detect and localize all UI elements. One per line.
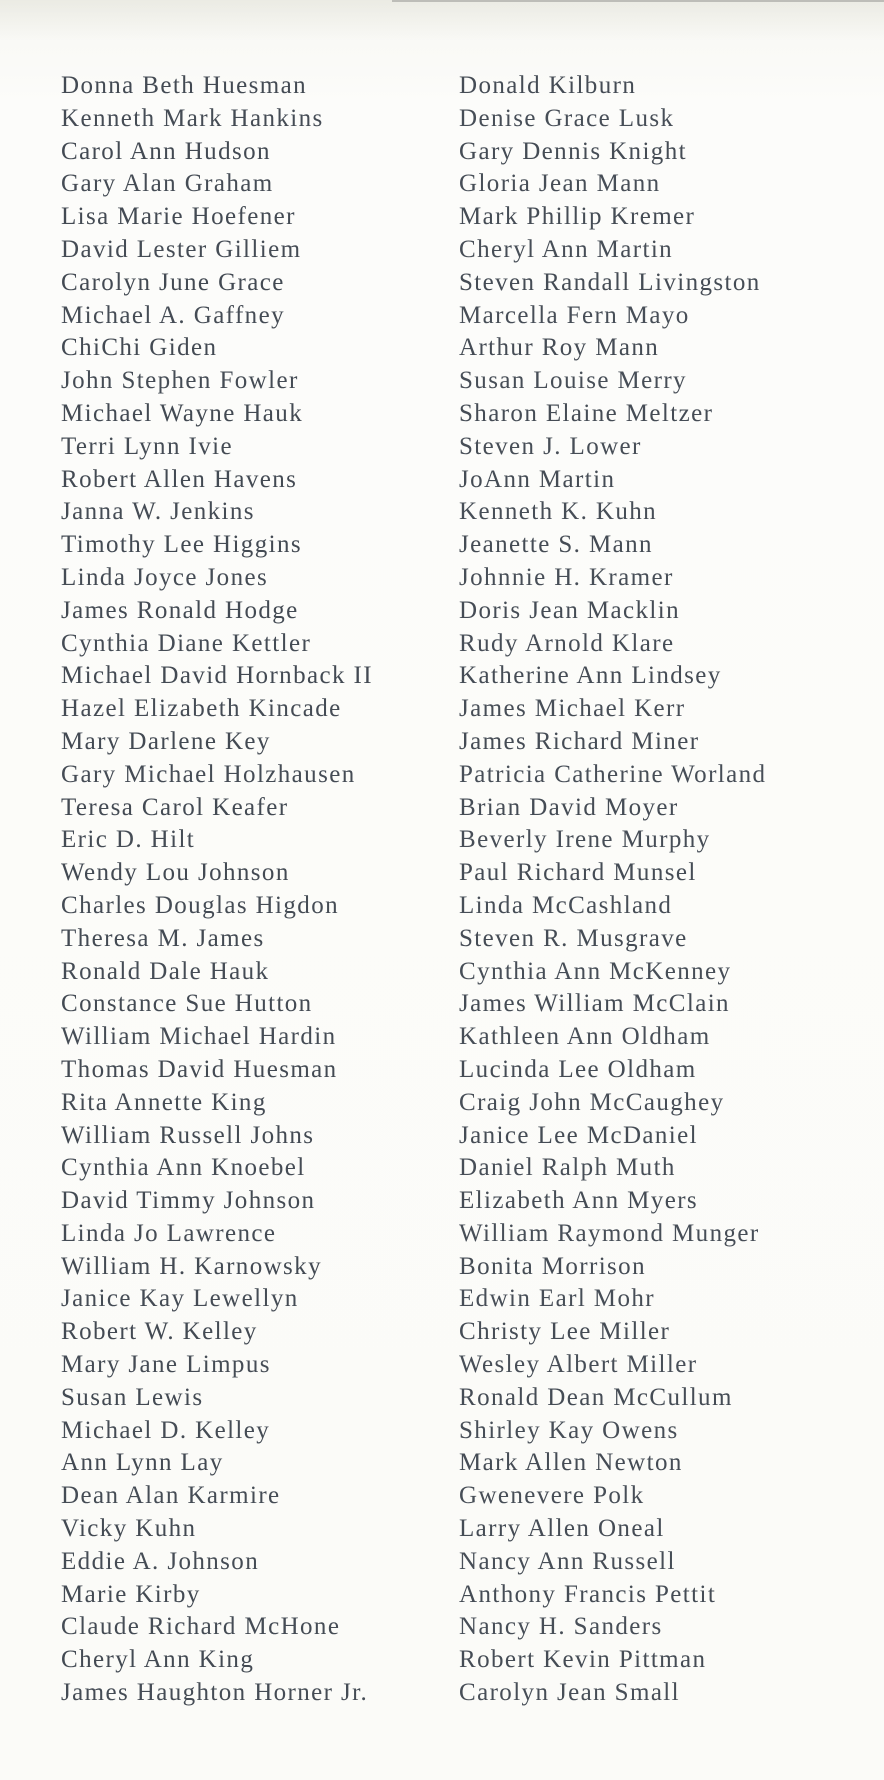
name-entry: Mary Jane Limpus [61,1351,271,1379]
name-entry: Edwin Earl Mohr [459,1285,655,1313]
name-entry: Doris Jean Macklin [459,596,680,624]
name-entry: Wesley Albert Miller [459,1351,698,1379]
name-entry: Shirley Kay Owens [459,1416,679,1444]
name-entry: Eric D. Hilt [61,826,196,854]
name-entry: Theresa M. James [61,924,265,952]
name-entry: Christy Lee Miller [459,1318,671,1346]
name-entry: Gary Michael Holzhausen [61,760,356,788]
name-entry: Steven Randall Livingston [459,268,761,296]
name-entry: Steven J. Lower [459,432,642,460]
names-column-left [61,70,441,1710]
names-column-right [459,70,859,1710]
name-entry: James William McClain [459,990,730,1018]
name-entry: Dean Alan Karmire [61,1482,281,1510]
name-entry: Cheryl Ann Martin [459,235,674,263]
name-entry: Gary Alan Graham [61,170,274,198]
name-entry: Constance Sue Hutton [61,990,313,1018]
name-entry: Linda Jo Lawrence [61,1219,277,1247]
name-entry: David Timmy Johnson [61,1187,316,1215]
name-entry: Rita Annette King [61,1088,267,1116]
name-entry: Katherine Ann Lindsey [459,662,722,690]
name-entry: Claude Richard McHone [61,1613,341,1641]
name-entry: Michael David Hornback II [61,662,373,690]
name-entry: Susan Louise Merry [459,367,687,395]
name-entry: Bonita Morrison [459,1252,646,1280]
name-entry: Gary Dennis Knight [459,137,687,165]
name-entry: Vicky Kuhn [61,1515,197,1543]
name-entry: Donald Kilburn [459,72,637,99]
name-entry: Nancy H. Sanders [459,1613,663,1641]
name-entry: Larry Allen Oneal [459,1515,665,1543]
name-entry: Lucinda Lee Oldham [459,1055,697,1083]
name-entry: Carolyn Jean Small [459,1679,681,1707]
name-entry: Eddie A. Johnson [61,1547,260,1575]
top-divider-line [392,0,884,2]
name-entry: Paul Richard Munsel [459,859,697,887]
name-entry: Ronald Dean McCullum [459,1383,733,1411]
name-entry: Jeanette S. Mann [459,531,653,559]
name-entry: James Haughton Horner Jr. [61,1679,369,1707]
name-entry: Teresa Carol Keafer [61,793,289,821]
name-entry: Linda Joyce Jones [61,563,269,591]
name-entry: Thomas David Huesman [61,1055,338,1083]
name-entry: Lisa Marie Hoefener [61,203,296,231]
name-entry: Arthur Roy Mann [459,334,660,362]
name-entry: Wendy Lou Johnson [61,859,290,887]
name-entry: Robert W. Kelley [61,1318,258,1346]
name-entry: Denise Grace Lusk [459,104,675,132]
name-entry: Terri Lynn Ivie [61,432,233,460]
name-entry: Marcella Fern Mayo [459,301,690,329]
name-entry: William H. Karnowsky [61,1252,322,1280]
name-entry: Charles Douglas Higdon [61,891,339,919]
name-entry: Hazel Elizabeth Kincade [61,695,342,723]
name-entry: Nancy Ann Russell [459,1547,676,1575]
name-entry: Cynthia Ann McKenney [459,957,732,985]
name-entry: Cynthia Ann Knoebel [61,1154,306,1182]
name-entry: James Ronald Hodge [61,596,299,624]
name-entry: James Richard Miner [459,727,700,755]
name-entry: William Michael Hardin [61,1023,337,1051]
name-entry: Michael Wayne Hauk [61,399,304,427]
name-entry: Robert Allen Havens [61,465,298,493]
name-entry: Michael A. Gaffney [61,301,285,329]
name-entry: Patricia Catherine Worland [459,760,767,788]
name-entry: ChiChi Giden [61,334,218,362]
name-entry: Donna Beth Huesman [61,72,307,99]
name-entry: Cheryl Ann King [61,1646,255,1674]
name-entry: Michael D. Kelley [61,1416,271,1444]
name-entry: Ronald Dale Hauk [61,957,270,985]
name-entry: Carol Ann Hudson [61,137,271,165]
name-entry: William Russell Johns [61,1121,315,1149]
name-entry: John Stephen Fowler [61,367,299,395]
name-entry: Linda McCashland [459,891,673,919]
name-entry: Kenneth Mark Hankins [61,104,324,132]
name-entry: Timothy Lee Higgins [61,531,302,559]
name-entry: Kenneth K. Kuhn [459,498,658,526]
name-entry: Brian David Moyer [459,793,679,821]
name-entry: Janna W. Jenkins [61,498,255,526]
page-top-shading [0,0,884,40]
name-entry: Elizabeth Ann Myers [459,1187,699,1215]
name-entry: Anthony Francis Pettit [459,1580,717,1608]
name-entry: Janice Lee McDaniel [459,1121,698,1149]
name-entry: James Michael Kerr [459,695,686,723]
name-entry: Marie Kirby [61,1580,201,1608]
name-entry: Mark Allen Newton [459,1449,683,1477]
name-entry: Janice Kay Lewellyn [61,1285,299,1313]
name-entry: Mary Darlene Key [61,727,271,755]
name-entry: Mark Phillip Kremer [459,203,696,231]
name-entry: Robert Kevin Pittman [459,1646,707,1674]
name-entry: David Lester Gilliem [61,235,302,263]
name-entry: Kathleen Ann Oldham [459,1023,711,1051]
name-entry: Cynthia Diane Kettler [61,629,312,657]
name-entry: William Raymond Munger [459,1219,760,1247]
name-entry: Craig John McCaughey [459,1088,725,1116]
name-entry: Gloria Jean Mann [459,170,661,198]
name-entry: Johnnie H. Kramer [459,563,674,591]
name-entry: Beverly Irene Murphy [459,826,711,854]
name-entry: Gwenevere Polk [459,1482,645,1510]
name-entry: Ann Lynn Lay [61,1449,224,1477]
name-entry: Susan Lewis [61,1383,204,1411]
name-entry: Carolyn June Grace [61,268,285,296]
name-entry: Daniel Ralph Muth [459,1154,676,1182]
name-entry: Rudy Arnold Klare [459,629,675,657]
name-entry: Sharon Elaine Meltzer [459,399,714,427]
name-entry: JoAnn Martin [459,465,616,493]
name-entry: Steven R. Musgrave [459,924,688,952]
